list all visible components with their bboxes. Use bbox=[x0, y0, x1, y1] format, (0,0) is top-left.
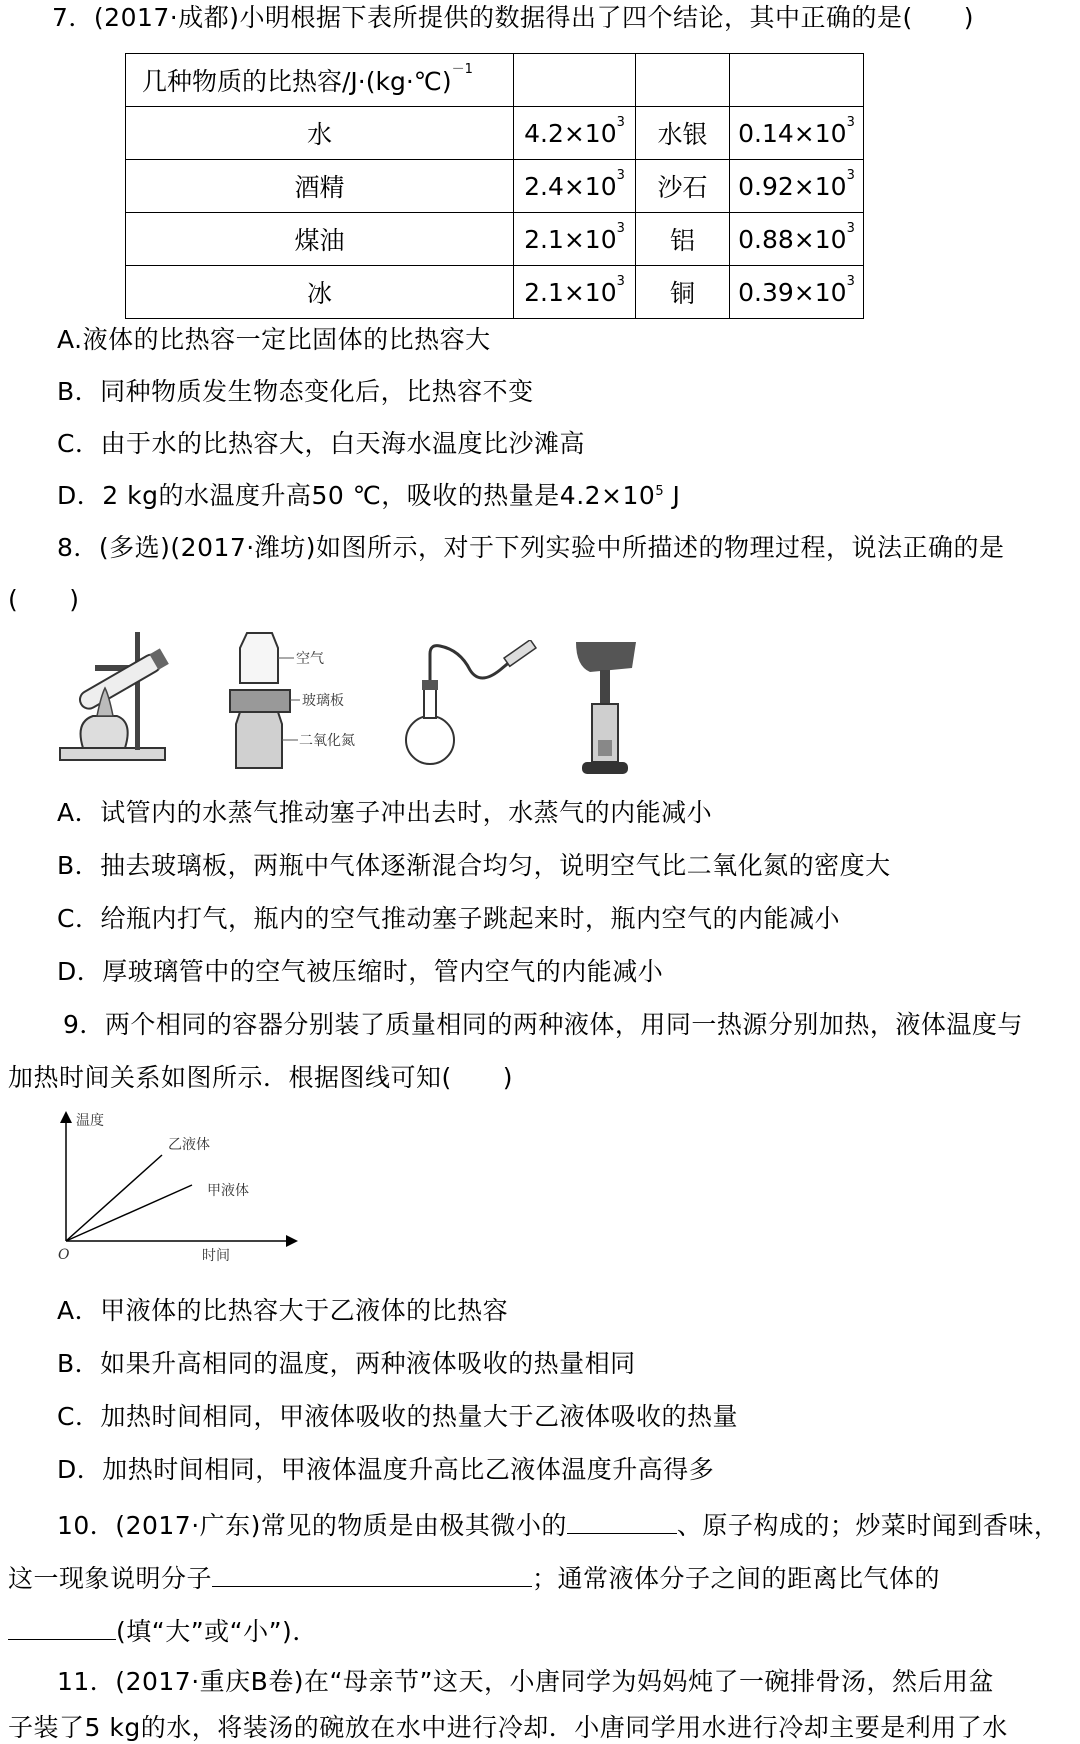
q10-blank-2[interactable] bbox=[212, 1560, 532, 1587]
specific-heat-value: $2.1\times 10^3$ bbox=[514, 266, 636, 319]
q10-line2: 这一现象说明分子 ；通常液体分子之间的距离比气体的 bbox=[8, 1560, 940, 1595]
q10-blank-1[interactable] bbox=[567, 1507, 677, 1534]
substance-name: 煤油 bbox=[126, 213, 514, 266]
y-axis-label: 温度 bbox=[76, 1113, 104, 1129]
q11-line1: 11．(2017·重庆B卷)在“母亲节”这天，小唐同学为妈妈炖了一碗排骨汤，然后用盆 bbox=[57, 1667, 994, 1696]
table-empty-cell bbox=[514, 54, 636, 107]
q8-stem-line2: ( ) bbox=[8, 585, 80, 614]
q9-option-a: A．甲液体的比热容大于乙液体的比热容 bbox=[57, 1296, 509, 1325]
table-row bbox=[126, 160, 864, 213]
q8-option-d: D．厚玻璃管中的空气被压缩时，管内空气的内能减小 bbox=[57, 957, 664, 986]
specific-heat-value: $0.14\times 10^3$ bbox=[730, 107, 864, 160]
table-row bbox=[126, 213, 864, 266]
q9-option-c: C．加热时间相同，甲液体吸收的热量大于乙液体吸收的热量 bbox=[57, 1402, 738, 1431]
substance-name: 酒精 bbox=[126, 160, 514, 213]
q9-stem-line2: 加热时间关系如图所示．根据图线可知( ) bbox=[8, 1063, 514, 1092]
line-yi-label: 乙液体 bbox=[168, 1137, 210, 1153]
x-axis-label: 时间 bbox=[202, 1248, 230, 1264]
q10-line1: 10．(2017·广东)常见的物质是由极其微小的 、原子构成的；炒菜时闻到香味， bbox=[57, 1507, 1059, 1542]
q10-line3: (填“大”或“小”)． bbox=[8, 1613, 318, 1648]
specific-heat-value: $0.88\times 10^3$ bbox=[730, 213, 864, 266]
specific-heat-value: $4.2\times 10^3$ bbox=[514, 107, 636, 160]
table-row bbox=[126, 107, 864, 160]
q11-line2: 子装了5 kg的水，将装汤的碗放在水中进行冷却．小唐同学用水进行冷却主要是利用了水 bbox=[8, 1713, 1008, 1742]
q8-option-b: B．抽去玻璃板，两瓶中气体逐渐混合均匀，说明空气比二氧化氮的密度大 bbox=[57, 851, 891, 880]
label-no2: 二氧化氮 bbox=[299, 733, 355, 749]
q7-option-d: D．2 kg的水温度升高50 ℃，吸收的热量是$4.2\times 10^5$ J bbox=[57, 481, 681, 510]
test-tube-heating-figure bbox=[55, 630, 175, 765]
temperature-time-graph bbox=[52, 1105, 312, 1265]
table-header-text: 几种物质的比热容/J·(kg·℃) bbox=[142, 67, 452, 96]
q7-option-b: B．同种物质发生物态变化后，比热容不变 bbox=[57, 377, 534, 406]
label-air: 空气 bbox=[296, 651, 324, 667]
specific-heat-value: $2.1\times 10^3$ bbox=[514, 213, 636, 266]
gas-diffusion-figure bbox=[222, 628, 362, 773]
table-empty-cell bbox=[730, 54, 864, 107]
substance-name: 水银 bbox=[636, 107, 730, 160]
q9-option-d: D．加热时间相同，甲液体温度升高比乙液体温度升高得多 bbox=[57, 1455, 715, 1484]
q7-option-a: A.液体的比热容一定比固体的比热容大 bbox=[57, 325, 491, 354]
specific-heat-value: $0.39\times 10^3$ bbox=[730, 266, 864, 319]
q9-stem-line1: 9．两个相同的容器分别装了质量相同的两种液体，用同一热源分别加热，液体温度与 bbox=[63, 1010, 1023, 1039]
substance-name: 水 bbox=[126, 107, 514, 160]
table-header-cell bbox=[126, 54, 514, 107]
specific-heat-table bbox=[125, 53, 864, 319]
table-row bbox=[126, 266, 864, 319]
specific-heat-value: $2.4\times 10^3$ bbox=[514, 160, 636, 213]
q9-option-b: B．如果升高相同的温度，两种液体吸收的热量相同 bbox=[57, 1349, 636, 1378]
origin-label: O bbox=[58, 1247, 70, 1263]
flask-pump-figure bbox=[400, 640, 540, 775]
fire-syringe-figure bbox=[568, 640, 650, 780]
line-jia bbox=[66, 1185, 192, 1241]
line-jia-label: 甲液体 bbox=[207, 1183, 249, 1199]
q7-option-c: C．由于水的比热容大，白天海水温度比沙滩高 bbox=[57, 429, 585, 458]
substance-name: 沙石 bbox=[636, 160, 730, 213]
table-header-row bbox=[126, 54, 864, 107]
specific-heat-value: $0.92\times 10^3$ bbox=[730, 160, 864, 213]
q8-option-c: C．给瓶内打气，瓶内的空气推动塞子跳起来时，瓶内空气的内能减小 bbox=[57, 904, 840, 933]
q8-stem-line1: 8．(多选)(2017·潍坊)如图所示，对于下列实验中所描述的物理过程，说法正确的是 bbox=[57, 533, 1005, 562]
substance-name: 铜 bbox=[636, 266, 730, 319]
substance-name: 冰 bbox=[126, 266, 514, 319]
table-empty-cell bbox=[636, 54, 730, 107]
table-header-sup: －1 bbox=[451, 62, 473, 77]
substance-name: 铝 bbox=[636, 213, 730, 266]
label-glass-plate: 玻璃板 bbox=[302, 693, 344, 709]
q7-stem: 7．(2017·成都)小明根据下表所提供的数据得出了四个结论，其中正确的是( ) bbox=[52, 3, 974, 32]
line-yi bbox=[66, 1155, 162, 1241]
q10-blank-3[interactable] bbox=[8, 1613, 116, 1640]
q8-option-a: A．试管内的水蒸气推动塞子冲出去时，水蒸气的内能减小 bbox=[57, 798, 713, 827]
